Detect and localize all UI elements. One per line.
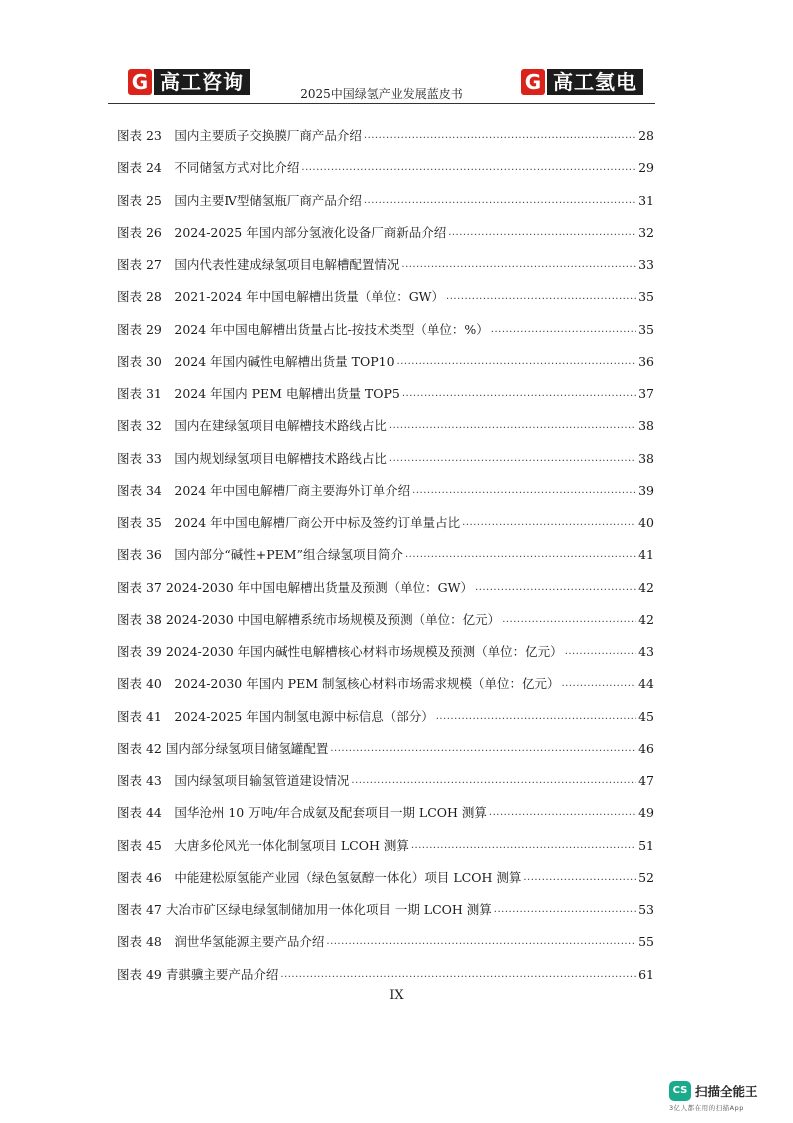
toc-leader-dots bbox=[565, 643, 636, 661]
toc-leader-dots bbox=[405, 546, 636, 564]
toc-entry[interactable] bbox=[117, 450, 654, 482]
toc-entry-label: 图表 44 国华沧州 10 万吨/年合成氨及配套项目一期 LCOH 测算 bbox=[117, 805, 487, 821]
toc-leader-dots bbox=[326, 933, 636, 951]
toc-entry-label: 图表 35 2024 年中国电解槽厂商公开中标及签约订单量占比 bbox=[117, 515, 461, 530]
toc-entry-label: 图表 49 青骐骥主要产品介绍 bbox=[117, 966, 279, 982]
toc-entry[interactable] bbox=[117, 159, 654, 191]
toc-entry-page: 41 bbox=[638, 547, 654, 563]
toc-entry-page: 55 bbox=[638, 934, 654, 950]
toc-entry-page: 47 bbox=[638, 773, 654, 788]
toc-leader-dots bbox=[389, 450, 636, 468]
toc-entry-page: 38 bbox=[638, 450, 654, 466]
toc-entry-page: 35 bbox=[638, 321, 654, 337]
toc-leader-dots bbox=[364, 192, 636, 210]
toc-entry[interactable] bbox=[117, 901, 654, 933]
logo-text: 高工氢电 bbox=[547, 69, 643, 95]
toc-leader-dots bbox=[523, 869, 636, 887]
toc-entry-page: 29 bbox=[638, 160, 654, 176]
toc-entry-label: 图表 37 2024-2030 年中国电解槽出货量及预测（单位：GW） bbox=[117, 579, 474, 595]
toc-entry-page: 46 bbox=[638, 740, 654, 756]
toc-entry-label: 图表 42 国内部分绿氢项目储氢罐配置 bbox=[117, 740, 329, 756]
toc-entry-label: 图表 31 2024 年国内 PEM 电解槽出货量 TOP5 bbox=[117, 386, 400, 401]
toc-entry-page: 53 bbox=[638, 902, 654, 917]
toc-entry-label: 图表 43 国内绿氢项目输氢管道建设情况 bbox=[117, 773, 350, 788]
toc-entry[interactable] bbox=[117, 772, 654, 804]
toc-leader-dots bbox=[402, 385, 636, 403]
header-title: 2025中国绿氢产业发展蓝皮书 bbox=[300, 87, 463, 101]
toc-leader-dots bbox=[364, 127, 636, 145]
camscanner-watermark bbox=[669, 1081, 779, 1115]
toc-entry-label: 图表 38 2024-2030 中国电解槽系统市场规模及预测（单位：亿元） bbox=[117, 611, 501, 627]
toc-entry-page: 35 bbox=[638, 289, 654, 305]
toc-entry-page: 43 bbox=[638, 644, 654, 659]
toc-entry[interactable] bbox=[117, 804, 654, 836]
toc-entry-page: 40 bbox=[638, 515, 654, 530]
toc-entry-page: 42 bbox=[638, 579, 654, 595]
toc-entry-label: 图表 23 国内主要质子交换膜厂商产品介绍 bbox=[117, 128, 362, 143]
toc-entry[interactable] bbox=[117, 611, 654, 643]
toc-entry-page: 42 bbox=[638, 611, 654, 627]
toc-entry-label: 图表 29 2024 年中国电解槽出货量占比-按技术类型（单位：%） bbox=[117, 321, 489, 337]
toc-entry-page: 37 bbox=[638, 386, 654, 401]
toc-entry-label: 图表 40 2024-2030 年国内 PEM 制氢核心材料市场需求规模（单位：亿元） bbox=[117, 676, 560, 692]
toc-leader-dots bbox=[561, 675, 636, 693]
toc-entry-label: 图表 30 2024 年国内碱性电解槽出货量 TOP10 bbox=[117, 353, 395, 369]
toc-entry-label: 图表 24 不同储氢方式对比介绍 bbox=[117, 160, 300, 176]
toc-leader-dots bbox=[489, 804, 636, 822]
toc-entry[interactable] bbox=[117, 385, 654, 417]
toc-leader-dots bbox=[462, 514, 636, 532]
toc-entry-label: 图表 28 2021-2024 年中国电解槽出货量（单位：GW） bbox=[117, 289, 445, 305]
toc-entry-label: 图表 26 2024-2025 年国内部分氢液化设备厂商新品介绍 bbox=[117, 224, 447, 240]
toc-entry-label: 图表 45 大唐多伦风光一体化制氢项目 LCOH 测算 bbox=[117, 837, 409, 853]
toc-leader-dots bbox=[412, 482, 636, 500]
camscanner-icon: CS bbox=[669, 1081, 691, 1101]
toc-entry-page: 28 bbox=[638, 128, 654, 143]
toc-leader-dots bbox=[401, 256, 636, 274]
toc-entry-label: 图表 48 润世华氢能源主要产品介绍 bbox=[117, 934, 325, 950]
toc-leader-dots bbox=[448, 224, 636, 242]
toc-entry[interactable] bbox=[117, 933, 654, 965]
toc-entry-label: 图表 39 2024-2030 年国内碱性电解槽核心材料市场规模及预测（单位：亿元） bbox=[117, 644, 563, 659]
page-header bbox=[108, 66, 655, 106]
toc-entry[interactable] bbox=[117, 708, 654, 740]
toc-entry-page: 31 bbox=[638, 192, 654, 208]
toc-entry[interactable] bbox=[117, 579, 654, 611]
toc-entry-page: 33 bbox=[638, 257, 654, 272]
toc-leader-dots bbox=[280, 966, 636, 984]
toc-entry[interactable] bbox=[117, 417, 654, 449]
toc-entry[interactable] bbox=[117, 837, 654, 869]
table-of-figures bbox=[117, 127, 654, 998]
camscanner-name: 扫描全能王 bbox=[695, 1084, 758, 1099]
toc-entry-label: 图表 32 国内在建绿氢项目电解槽技术路线占比 bbox=[117, 418, 387, 434]
toc-entry[interactable] bbox=[117, 321, 654, 353]
toc-entry-page: 36 bbox=[638, 353, 654, 369]
toc-leader-dots bbox=[436, 708, 636, 726]
toc-entry[interactable] bbox=[117, 514, 654, 546]
toc-leader-dots bbox=[351, 772, 636, 790]
toc-entry-label: 图表 36 国内部分“碱性+PEM”组合绿氢项目简介 bbox=[117, 547, 403, 563]
toc-leader-dots bbox=[491, 321, 636, 339]
toc-entry-page: 39 bbox=[638, 482, 654, 498]
toc-entry[interactable] bbox=[117, 224, 654, 256]
toc-entry[interactable] bbox=[117, 546, 654, 578]
toc-entry[interactable] bbox=[117, 675, 654, 707]
toc-leader-dots bbox=[494, 901, 636, 919]
toc-entry-label: 图表 33 国内规划绿氢项目电解槽技术路线占比 bbox=[117, 450, 387, 466]
toc-entry-label: 图表 27 国内代表性建成绿氢项目电解槽配置情况 bbox=[117, 257, 400, 272]
toc-entry-page: 51 bbox=[638, 837, 654, 853]
toc-entry-label: 图表 25 国内主要Ⅳ型储氢瓶厂商产品介绍 bbox=[117, 192, 362, 208]
toc-entry-label: 图表 34 2024 年中国电解槽厂商主要海外订单介绍 bbox=[117, 482, 411, 498]
toc-leader-dots bbox=[389, 417, 636, 435]
toc-leader-dots bbox=[446, 288, 636, 306]
toc-entry[interactable] bbox=[117, 869, 654, 901]
toc-leader-dots bbox=[301, 159, 636, 177]
toc-entry-label: 图表 46 中能建松原氢能产业园（绿色氢氨醇一体化）项目 LCOH 测算 bbox=[117, 869, 522, 885]
header-rule bbox=[108, 103, 655, 104]
toc-entry-page: 44 bbox=[638, 676, 654, 692]
toc-entry[interactable] bbox=[117, 127, 654, 159]
toc-entry-page: 49 bbox=[638, 805, 654, 821]
toc-entry-page: 52 bbox=[638, 869, 654, 885]
toc-leader-dots bbox=[475, 579, 636, 597]
toc-leader-dots bbox=[502, 611, 636, 629]
toc-entry-label: 图表 41 2024-2025 年国内制氢电源中标信息（部分） bbox=[117, 708, 434, 724]
logo-text: 高工咨询 bbox=[154, 69, 250, 95]
toc-leader-dots bbox=[411, 837, 636, 855]
toc-entry-page: 38 bbox=[638, 418, 654, 434]
gg-hydrogen-logo bbox=[521, 68, 643, 96]
toc-entry[interactable] bbox=[117, 740, 654, 772]
logo-mark: G bbox=[128, 69, 152, 95]
toc-entry[interactable] bbox=[117, 482, 654, 514]
toc-entry[interactable] bbox=[117, 256, 654, 288]
toc-entry[interactable] bbox=[117, 643, 654, 675]
camscanner-tagline: 3亿人都在用的扫描App bbox=[669, 1104, 744, 1112]
toc-leader-dots bbox=[397, 353, 637, 371]
toc-entry-page: 32 bbox=[638, 224, 654, 240]
toc-entry-page: 45 bbox=[638, 708, 654, 724]
toc-entry-page: 61 bbox=[638, 966, 654, 982]
page-number: IX bbox=[389, 988, 404, 1003]
toc-leader-dots bbox=[330, 740, 636, 758]
toc-entry[interactable] bbox=[117, 192, 654, 224]
toc-entry[interactable] bbox=[117, 288, 654, 320]
toc-entry[interactable] bbox=[117, 353, 654, 385]
toc-entry-label: 图表 47 大冶市矿区绿电绿氢制储加用一体化项目 一期 LCOH 测算 bbox=[117, 902, 492, 917]
logo-mark: G bbox=[521, 69, 545, 95]
